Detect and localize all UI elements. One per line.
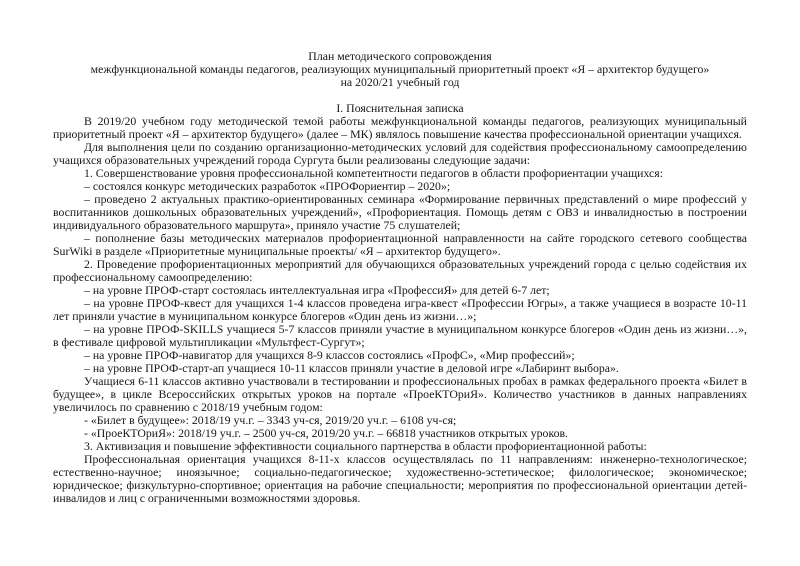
paragraph: 3. Активизация и повышение эффективности социального партнерства в области профориентационной работы: (84, 439, 647, 453)
paragraph: Учащиеся 6-11 классов активно участвовали в тестировании и профессиональных пробах в рамках федерального проекта «Билет в будущее», в цикле Всероссийских открытых уроков на портале «ПроеКТОриЯ». Количество участников в данных направлениях увеличилось по сравнению с 2018/19 учебным годом: (53, 374, 747, 414)
paragraph: 1. Совершенствование уровня профессиональной компетентности педагогов в области профориентации учащихся: (84, 166, 663, 180)
document-title (53, 50, 747, 89)
paragraph: – на уровне ПРОФ-старт-ап учащиеся 10-11 классов приняли участие в деловой игре «Лабиринт выбора». (84, 361, 619, 375)
paragraph: – на уровне ПРОФ-квест для учащихся 1-4 классов проведена игра-квест «Профессии Югры», а также учащиеся в возрасте 10-11 лет приняли участие в муниципальном конкурсе блогеров «Один день из жизни…»; (53, 296, 747, 323)
paragraph: – на уровне ПРОФ-SKILLS учащиеся 5-7 классов приняли участие в муниципальном конкурсе блогеров «Один день из жизни…», в фестивале цифровой мультипликации «Мультфест-Сургут»; (53, 322, 747, 349)
paragraph: – состоялся конкурс методических разработок «ПРОФориентир – 2020»; (84, 179, 451, 193)
paragraph: – на уровне ПРОФ-навигатор для учащихся 8-9 классов состоялись «ПрофС», «Мир профессий»; (84, 348, 575, 362)
paragraph: Профессиональная ориентация учащихся 8-11-х классов осуществлялась по 11 направлениям: инженерно-технологическое; естественно-научное; иноязычное; социально-педагогическое; художественно-эстетическое; филологическое; экономическое; юридическое; физкультурно-спортивное; ориентация на рабочие специальности; мероприятия по профессиональной ориентации детей-инвалидов и лиц с ограниченными возможностями здоровья. (53, 452, 747, 505)
document-title-line: на 2020/21 учебный год (340, 75, 460, 89)
paragraph: – пополнение базы методических материалов профориентационной направленности на сайте городского сетевого сообщества SurWiki в разделе «Приоритетные муниципальные проекты/ «Я – архитектор будущего». (53, 231, 747, 258)
document-title-line: межфункциональной команды педагогов, реализующих муниципальный приоритетный проект «Я – архитектор будущего» (90, 62, 710, 76)
section-heading: I. Пояснительная записка (336, 101, 464, 115)
document-title-line: План методического сопровождения (308, 49, 492, 63)
paragraph: – проведено 2 актуальных практико-ориентированных семинара «Формирование первичных представлений о мире профессий у воспитанников дошкольных образовательных учреждений», «Профориентация. Помощь детям с ОВЗ и инвалидностью в построении индивидуального образовательного маршрута», приняло участие 75 слушателей; (53, 192, 747, 232)
paragraph: В 2019/20 учебном году методической темой работы межфункциональной команды педагогов, реализующих муниципальный приоритетный проект «Я – архитектор будущего» (далее – МК) являлось повышение качества профессиональной ориентации учащихся. (53, 114, 747, 141)
paragraph: 2. Проведение профориентационных мероприятий для обучающихся образовательных учреждений города с целью содействия их профессиональному самоопределению: (53, 257, 747, 284)
paragraph: - «Билет в будущее»: 2018/19 уч.г. – 3343 уч-ся, 2019/20 уч.г. – 6108 уч-ся; (84, 413, 457, 427)
paragraph: – на уровне ПРОФ-старт состоялась интеллектуальная игра «ПрофессиЯ» для детей 6-7 лет; (84, 283, 550, 297)
paragraph: - «ПроеКТОриЯ»: 2018/19 уч.г. – 2500 уч-ся, 2019/20 уч.г. – 66818 участников открытых уроков. (84, 426, 568, 440)
document-body (53, 115, 747, 505)
paragraph: Для выполнения цели по созданию организационно-методических условий для содействия профессиональному самоопределению учащихся образовательных учреждений города Сургута были реализованы следующие задачи: (53, 140, 747, 167)
